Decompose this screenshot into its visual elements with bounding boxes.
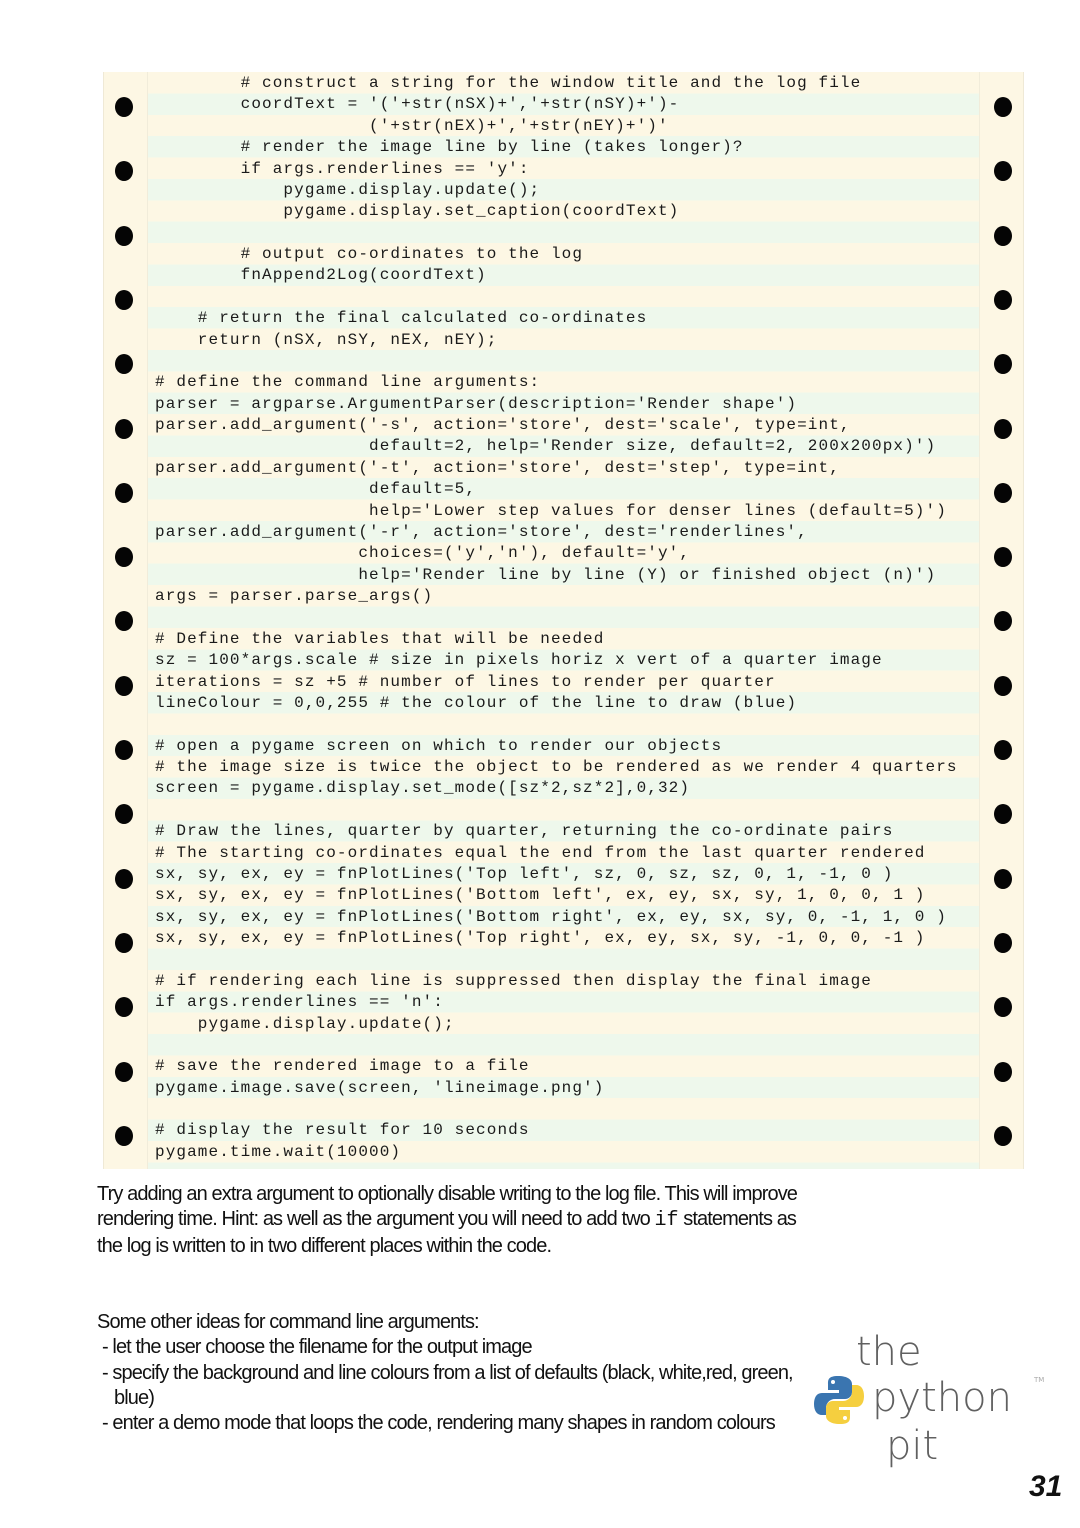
code-line: # render the image line by line (takes longer)? — [155, 138, 744, 157]
code-line: parser.add_argument('-r', action='store', dest='renderlines', — [155, 522, 808, 541]
code-line: sx, sy, ex, ey = fnPlotLines('Bottom left', ex, ey, sx, sy, 1, 0, 0, 1 ) — [155, 886, 926, 905]
ideas-section — [97, 1310, 797, 1436]
tractor-feed-hole — [994, 676, 1012, 696]
tractor-feed-hole — [115, 547, 133, 567]
tractor-feed-hole — [115, 933, 133, 953]
code-listing-paper — [103, 72, 1024, 1169]
tractor-feed-hole — [994, 547, 1012, 567]
tractor-feed-hole — [994, 869, 1012, 889]
code-line: pygame.display.update(); — [155, 1014, 455, 1033]
page-number: 31 — [1029, 1470, 1063, 1503]
code-line — [155, 949, 958, 970]
code-line: default=5, — [155, 480, 477, 499]
code-line: return (nSX, nSY, nEX, nEY); — [155, 330, 498, 349]
code-line — [155, 607, 958, 628]
tractor-feed-hole — [115, 997, 133, 1017]
ideas-heading: Some other ideas for command line arguments: — [97, 1311, 479, 1333]
tractor-feed-hole — [994, 611, 1012, 631]
code-line: pygame.display.set_caption(coordText) — [155, 202, 680, 221]
inline-code: if — [654, 1209, 679, 1233]
tractor-feed-hole — [994, 226, 1012, 246]
code-line: if args.renderlines == 'y': — [155, 159, 530, 178]
code-line: sx, sy, ex, ey = fnPlotLines('Top right', ex, ey, sx, sy, -1, 0, 0, -1 ) — [155, 929, 926, 947]
tractor-feed-hole — [994, 997, 1012, 1017]
code-line: pygame.display.update(); — [155, 180, 541, 199]
code-line: coordText = '('+str(nSX)+','+str(nSY)+')- — [155, 95, 680, 114]
tractor-feed-hole — [994, 1062, 1012, 1082]
tractor-feed-hole — [115, 483, 133, 503]
tractor-feed-hole — [994, 354, 1012, 374]
code-line: ('+str(nEX)+','+str(nEY)+')' — [155, 116, 669, 135]
code-line — [155, 714, 958, 735]
code-line: default=2, help='Render size, default=2, 200x200px)') — [155, 437, 937, 456]
code-line: sx, sy, ex, ey = fnPlotLines('Top left', sz, 0, sz, sz, 0, 1, -1, 0 ) — [155, 864, 894, 883]
code-line — [155, 800, 958, 821]
code-line: parser = argparse.ArgumentParser(description='Render shape') — [155, 394, 798, 413]
code-line: # if rendering each line is suppressed then display the final image — [155, 971, 873, 990]
tractor-feed-hole — [115, 676, 133, 696]
code-line: # define the command line arguments: — [155, 373, 541, 392]
tractor-feed-hole — [115, 226, 133, 246]
code-line: args = parser.parse_args() — [155, 587, 434, 605]
tractor-feed-hole — [115, 97, 133, 117]
code-line: # Draw the lines, quarter by quarter, returning the co-ordinate pairs — [155, 822, 894, 841]
logo-text-python: python — [872, 1375, 1012, 1421]
tractor-feed-hole — [115, 869, 133, 889]
python-snake-icon — [814, 1374, 864, 1426]
tractor-feed-hole — [994, 740, 1012, 760]
tractor-feed-hole — [115, 611, 133, 631]
trademark: TM — [1034, 1376, 1045, 1384]
code-line: # display the result for 10 seconds — [155, 1121, 530, 1140]
paragraph-text: statements as the log is written to in two different places within the code. — [97, 1208, 797, 1257]
code-line: # Define the variables that will be needed — [155, 629, 605, 648]
exercise-paragraph — [97, 1182, 817, 1259]
tractor-feed-hole — [115, 290, 133, 310]
code-line: sx, sy, ex, ey = fnPlotLines('Bottom right', ex, ey, sx, sy, 0, -1, 1, 0 ) — [155, 907, 947, 926]
tractor-feed-hole — [994, 804, 1012, 824]
paragraph-text: Try adding an extra argument to optionally disable writing to the log file. This will improve rendering time. Hint: as well as the argument you will need to add two — [97, 1183, 798, 1231]
code-line: screen = pygame.display.set_mode([sz*2,sz*2],0,32) — [155, 779, 691, 798]
code-listing — [155, 73, 958, 1163]
tractor-feed-hole — [994, 290, 1012, 310]
code-line: # save the rendered image to a file — [155, 1057, 530, 1076]
code-line: # return the final calculated co-ordinates — [155, 309, 648, 328]
code-line — [155, 1035, 958, 1056]
code-line: help='Lower step values for denser lines (default=5)') — [155, 501, 947, 520]
code-line: # the image size is twice the object to be rendered as we render 4 quarters — [155, 758, 958, 776]
code-line: iterations = sz +5 # number of lines to render per quarter — [155, 672, 776, 691]
list-item: - specify the background and line colours from a list of defaults (black, white,red, green, blue) — [102, 1361, 793, 1409]
tractor-feed-hole — [115, 740, 133, 760]
code-line: # open a pygame screen on which to render our objects — [155, 736, 723, 755]
tractor-feed-hole — [115, 1062, 133, 1082]
tractor-feed-hole — [994, 1126, 1012, 1146]
tractor-feed-hole — [994, 483, 1012, 503]
tractor-feed-hole — [115, 804, 133, 824]
code-line — [155, 351, 958, 372]
code-line: help='Render line by line (Y) or finished object (n)') — [155, 565, 937, 584]
list-item: - enter a demo mode that loops the code, rendering many shapes in random colours — [102, 1412, 775, 1435]
code-line: parser.add_argument('-s', action='store', dest='scale', type=int, — [155, 416, 851, 434]
logo-text-pit: pit — [886, 1423, 939, 1469]
code-line: pygame.time.wait(10000) — [155, 1142, 402, 1161]
tractor-feed-hole — [994, 97, 1012, 117]
code-line — [155, 287, 958, 308]
tractor-feed-hole — [115, 354, 133, 374]
code-line — [155, 223, 958, 244]
tractor-feed-hole — [994, 419, 1012, 439]
code-line: fnAppend2Log(coordText) — [155, 266, 487, 285]
code-line — [155, 1099, 958, 1120]
code-line: lineColour = 0,0,255 # the colour of the line to draw (blue) — [155, 693, 798, 712]
tractor-feed-hole — [115, 419, 133, 439]
code-line: # construct a string for the window title and the log file — [155, 74, 862, 92]
list-item: - let the user choose the filename for the output image — [102, 1336, 532, 1359]
tractor-feed-hole — [115, 161, 133, 181]
logo-text-the: the — [856, 1329, 922, 1375]
tractor-feed-hole — [994, 933, 1012, 953]
code-line: # The starting co-ordinates equal the end from the last quarter rendered — [155, 843, 926, 862]
code-line: if args.renderlines == 'n': — [155, 993, 444, 1012]
code-line: pygame.image.save(screen, 'lineimage.png') — [155, 1078, 605, 1097]
code-line: # output co-ordinates to the log — [155, 245, 584, 263]
tractor-feed-hole — [994, 161, 1012, 181]
code-line: parser.add_argument('-t', action='store', dest='step', type=int, — [155, 458, 840, 477]
python-pit-logo — [812, 1329, 1047, 1469]
code-line: choices=('y','n'), default='y', — [155, 544, 691, 563]
code-line: sz = 100*args.scale # size in pixels horiz x vert of a quarter image — [155, 651, 883, 670]
tractor-feed-hole — [115, 1126, 133, 1146]
